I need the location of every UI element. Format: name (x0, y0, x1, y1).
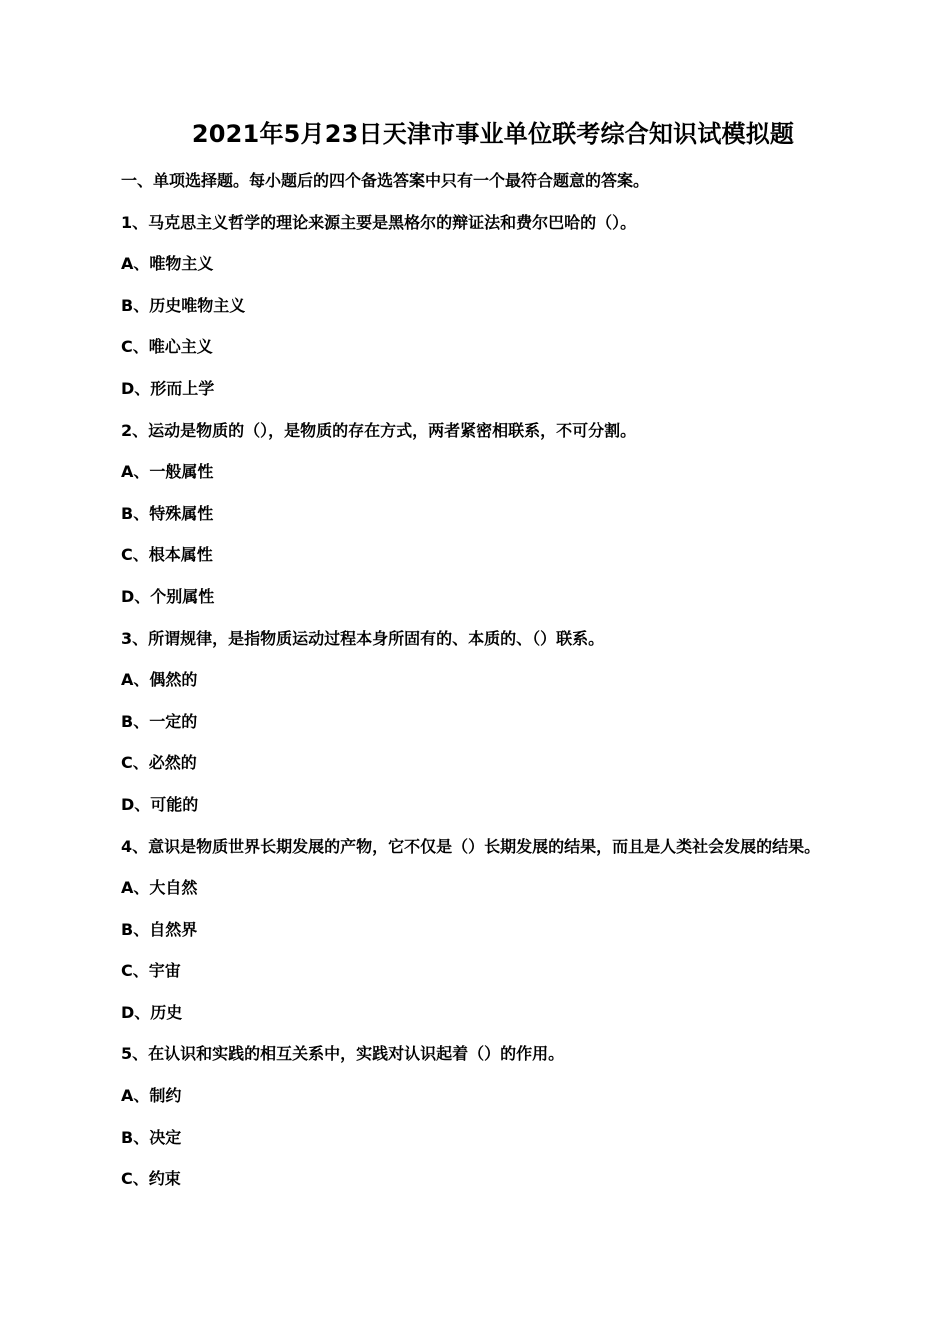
option-2a: A、一般属性 (121, 462, 214, 482)
option-2c: C、根本属性 (121, 545, 213, 565)
question-stem-1: 1、马克思主义哲学的理论来源主要是黑格尔的辩证法和费尔巴哈的（）。 (121, 212, 637, 232)
option-1c: C、唯心主义 (121, 337, 213, 357)
question-stem-3: 3、所谓规律，是指物质运动过程本身所固有的、本质的、（）联系。 (121, 628, 605, 648)
option-1d: D、形而上学 (121, 378, 215, 398)
option-1b: B、历史唯物主义 (121, 295, 246, 315)
option-5a: A、制约 (121, 1086, 182, 1106)
section-heading: 一、单项选择题。每小题后的四个备选答案中只有一个最符合题意的答案。 (121, 171, 650, 190)
question-stem-2: 2、运动是物质的（），是物质的存在方式，两者紧密相联系，不可分割。 (121, 420, 637, 440)
option-2d: D、个别属性 (121, 586, 215, 606)
option-5b: B、决定 (121, 1127, 182, 1147)
option-4b: B、自然界 (121, 919, 198, 939)
option-4d: D、历史 (121, 1002, 183, 1022)
option-5c: C、约束 (121, 1169, 181, 1189)
option-2b: B、特殊属性 (121, 503, 214, 523)
option-3b: B、一定的 (121, 711, 198, 731)
option-4c: C、宇宙 (121, 961, 181, 981)
option-3a: A、偶然的 (121, 670, 198, 690)
option-3d: D、可能的 (121, 794, 199, 814)
option-1a: A、唯物主义 (121, 254, 214, 274)
question-stem-5: 5、在认识和实践的相互关系中，实践对认识起着（）的作用。 (121, 1044, 565, 1064)
option-4a: A、大自然 (121, 878, 198, 898)
option-3c: C、必然的 (121, 753, 197, 773)
question-list (121, 170, 921, 1210)
question-stem-4: 4、意识是物质世界长期发展的产物，它不仅是（）长期发展的结果，而且是人类社会发展的结果。 (121, 836, 821, 856)
document-title: 2021年5月23日天津市事业单位联考综合知识试模拟题 (191, 120, 795, 148)
